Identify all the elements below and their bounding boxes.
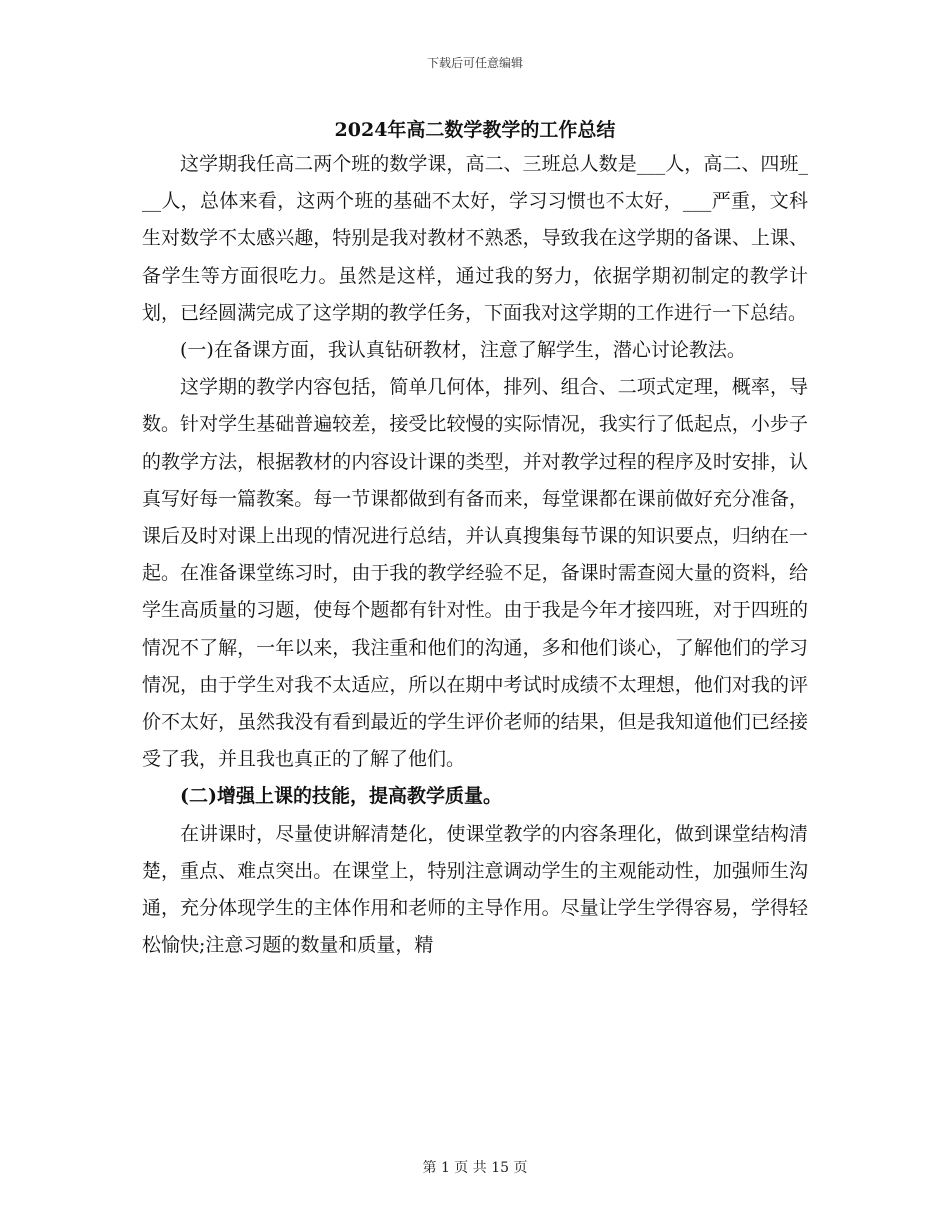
document-title: 2024年高二数学教学的工作总结	[334, 119, 616, 141]
document-body	[142, 146, 808, 964]
paragraph-intro: 这学期我任高二两个班的数学课，高二、三班总人数是___人，高二、四班___人，总体来看，这两个班的基础不太好，学习习惯也不太好，___严重，文科生对数学不太感兴趣，特别是我对教材不熟悉，导致我在这学期的备课、上课、备学生等方面很吃力。虽然是这样，通过我的努力，依据学期初制定的教学计划，已经圆满完成了这学期的教学任务，下面我对这学期的工作进行一下总结。	[142, 153, 808, 324]
paragraph-teaching: 在讲课时，尽量使讲解清楚化，使课堂教学的内容条理化，做到课堂结构清楚，重点、难点突出。在课堂上，特别注意调动学生的主观能动性，加强师生沟通，充分体现学生的主体作用和老师的主导作用。尽量让学生学得容易，学得轻松愉快;注意习题的数量和质量，精	[142, 822, 808, 957]
section-heading-1: (一)在备课方面，我认真钻研教材，注意了解学生，潜心讨论教法。	[180, 339, 746, 362]
section-heading-2: (二)增强上课的技能，提高教学质量。	[180, 785, 502, 808]
header-note: 下载后可任意编辑	[426, 56, 523, 70]
paragraph-lesson-prep: 这学期的教学内容包括，简单几何体，排列、组合、二项式定理，概率，导数。针对学生基础普遍较差，接受比较慢的实际情况，我实行了低起点，小步子的教学方法，根据教材的内容设计课的类型，并对教学过程的程序及时安排，认真写好每一篇教案。每一节课都做到有备而来，每堂课都在课前做好充分准备，课后及时对课上出现的情况进行总结，并认真搜集每节课的知识要点，归纳在一起。在准备课堂练习时，由于我的教学经验不足，备课时需查阅大量的资料，给学生高质量的习题，使每个题都有针对性。由于我是今年才接四班，对于四班的情况不了解，一年以来，我注重和他们的沟通，多和他们谈心，了解他们的学习情况，由于学生对我不太适应，所以在期中考试时成绩不太理想，他们对我的评价不太好，虽然我没有看到最近的学生评价老师的结果，但是我知道他们已经接受了我，并且我也真正的了解了他们。	[142, 376, 808, 771]
page-number: 第 1 页 共 15 页	[422, 1160, 528, 1176]
